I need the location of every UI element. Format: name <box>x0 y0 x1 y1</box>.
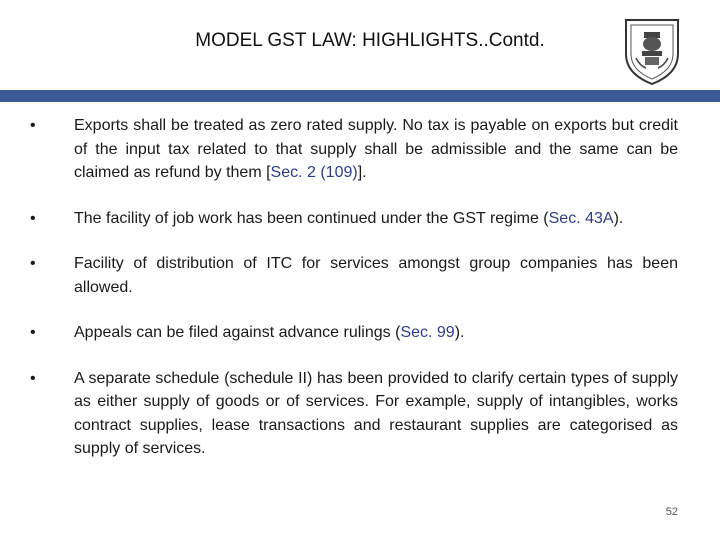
bullet-text: A separate schedule (schedule II) has been provided to clarify certain types of supply as either supply of goods or of services. For example, supply of intangibles, works contract supplies, lease transactions and restaurant supplies are categorised as supply of services. <box>74 369 678 457</box>
bullet-marker: • <box>30 117 36 134</box>
bullet-list <box>30 114 678 483</box>
bullet-item <box>30 207 678 231</box>
section-reference: Sec. 43A <box>548 209 614 227</box>
bullet-marker: • <box>30 255 36 272</box>
bullet-text: Appeals can be filed against advance rulings (Sec. 99). <box>74 324 465 341</box>
bullet-text: Facility of distribution of ITC for services amongst group companies has been allowed. <box>74 255 678 296</box>
section-reference: Sec. 2 (109) <box>270 164 358 181</box>
bullet-item <box>30 321 678 345</box>
bullet-marker: • <box>30 209 36 227</box>
bullet-item <box>30 114 678 185</box>
emblem-icon <box>620 14 684 86</box>
bullet-marker: • <box>30 324 36 341</box>
bullet-text: Exports shall be treated as zero rated supply. No tax is payable on exports but credit of the input tax related to that supply shall be admissible and the same can be claimed as refund by them [Sec. 2 (109)]. <box>74 117 678 181</box>
bullet-item <box>30 252 678 299</box>
page-number: 52 <box>665 506 678 518</box>
bullet-text: The facility of job work has been continued under the GST regime (Sec. 43A). <box>74 209 624 227</box>
slide-title: MODEL GST LAW: HIGHLIGHTS..Contd. <box>195 30 545 51</box>
bullet-marker: • <box>30 369 36 387</box>
header-band <box>0 90 720 102</box>
bullet-item <box>30 367 678 461</box>
section-reference: Sec. 99 <box>400 324 455 341</box>
